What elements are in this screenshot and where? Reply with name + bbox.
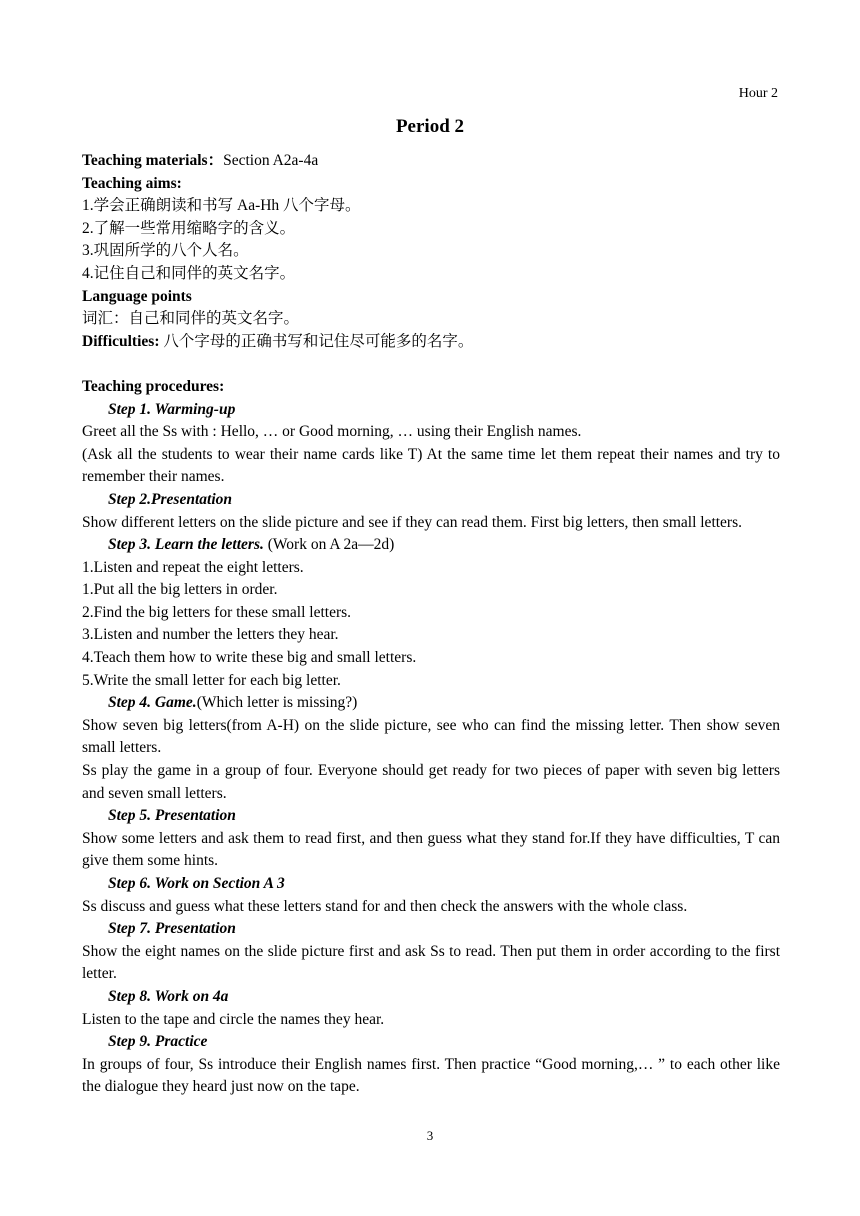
aims-label: Teaching aims: <box>82 174 182 192</box>
difficulties-value: 八个字母的正确书写和记住尽可能多的名字。 <box>163 332 474 350</box>
step-3-item: 4.Teach them how to write these big and small letters. <box>82 649 417 667</box>
step-4-text: Show seven big letters(from A-H) on the slide picture, see who can find the missing letter. Then show seven small letters. <box>82 716 780 757</box>
page-number: 3 <box>426 1128 434 1143</box>
step-7-text: Show the eight names on the slide picture first and ask Ss to read. Then put them in order according to the first letter. <box>82 942 780 983</box>
language-points-label: Language points <box>82 287 192 305</box>
aim-item: 4.记住自己和同伴的英文名字。 <box>82 264 296 282</box>
step-3-item: 1.Put all the big letters in order. <box>82 581 278 599</box>
step-9-title: Step 9. Practice <box>108 1033 208 1051</box>
step-9-text: In groups of four, Ss introduce their English names first. Then practice “Good morning,… ” to each other like the dialogue they heard just now on the tape. <box>82 1055 780 1096</box>
step-3-item: 1.Listen and repeat the eight letters. <box>82 558 304 576</box>
step-3-item: 5.Write the small letter for each big letter. <box>82 671 341 689</box>
step-1-title: Step 1. Warming-up <box>108 400 236 418</box>
step-5-text: Show some letters and ask them to read first, and then guess what they stand for.If they have difficulties, T can give them some hints. <box>82 829 780 870</box>
step-6-text: Ss discuss and guess what these letters stand for and then check the answers with the whole class. <box>82 897 688 915</box>
step-8-title: Step 8. Work on 4a <box>108 987 229 1005</box>
step-3-title: Step 3. Learn the letters. <box>108 536 264 554</box>
difficulties-label: Difficulties: <box>82 332 160 350</box>
procedures-label: Teaching procedures: <box>82 377 225 395</box>
step-6-title: Step 6. Work on Section A 3 <box>108 875 285 892</box>
step-2-text: Show different letters on the slide picture and see if they can read them. First big letters, then small letters. <box>82 513 742 531</box>
step-4-text: Ss play the game in a group of four. Everyone should get ready for two pieces of paper with seven big letters and seven small letters. <box>82 762 780 802</box>
step-3-heading <box>82 534 780 557</box>
step-2-title: Step 2.Presentation <box>108 490 233 508</box>
lesson-content <box>82 150 780 1099</box>
aim-item: 3.巩固所学的八个人名。 <box>82 242 249 260</box>
step-3-item: 2.Find the big letters for these small letters. <box>82 603 352 621</box>
step-4-heading <box>82 692 780 715</box>
step-5-title: Step 5. Presentation <box>108 807 236 825</box>
step-4-title: Step 4. Game. <box>108 694 197 712</box>
aim-item: 1.学会正确朗读和书写 Aa-Hh 八个字母。 <box>82 197 361 215</box>
vocabulary-line: 词汇：自己和同伴的英文名字。 <box>82 310 300 328</box>
step-4-note: (Which letter is missing?) <box>196 694 358 712</box>
materials-value: Section A2a-4a <box>223 152 319 169</box>
hour-header: Hour 2 <box>738 86 778 101</box>
step-3-item: 3.Listen and number the letters they hear. <box>82 626 339 644</box>
spacer <box>82 353 780 376</box>
aim-item: 2.了解一些常用缩略字的含义。 <box>82 219 296 237</box>
page-title: Period 2 <box>395 116 465 137</box>
difficulties-line <box>82 331 780 354</box>
step-8-text: Listen to the tape and circle the names they hear. <box>82 1010 385 1028</box>
step-1-text: Greet all the Ss with : Hello, … or Good morning, … using their English names. <box>82 423 582 441</box>
materials-label: Teaching materials： <box>82 152 224 169</box>
step-3-note: (Work on A 2a—2d) <box>263 536 395 554</box>
step-1-text: (Ask all the students to wear their name cards like T) At the same time let them repeat their names and try to remember their names. <box>82 445 780 486</box>
materials-line <box>82 150 780 173</box>
step-7-title: Step 7. Presentation <box>108 920 236 938</box>
